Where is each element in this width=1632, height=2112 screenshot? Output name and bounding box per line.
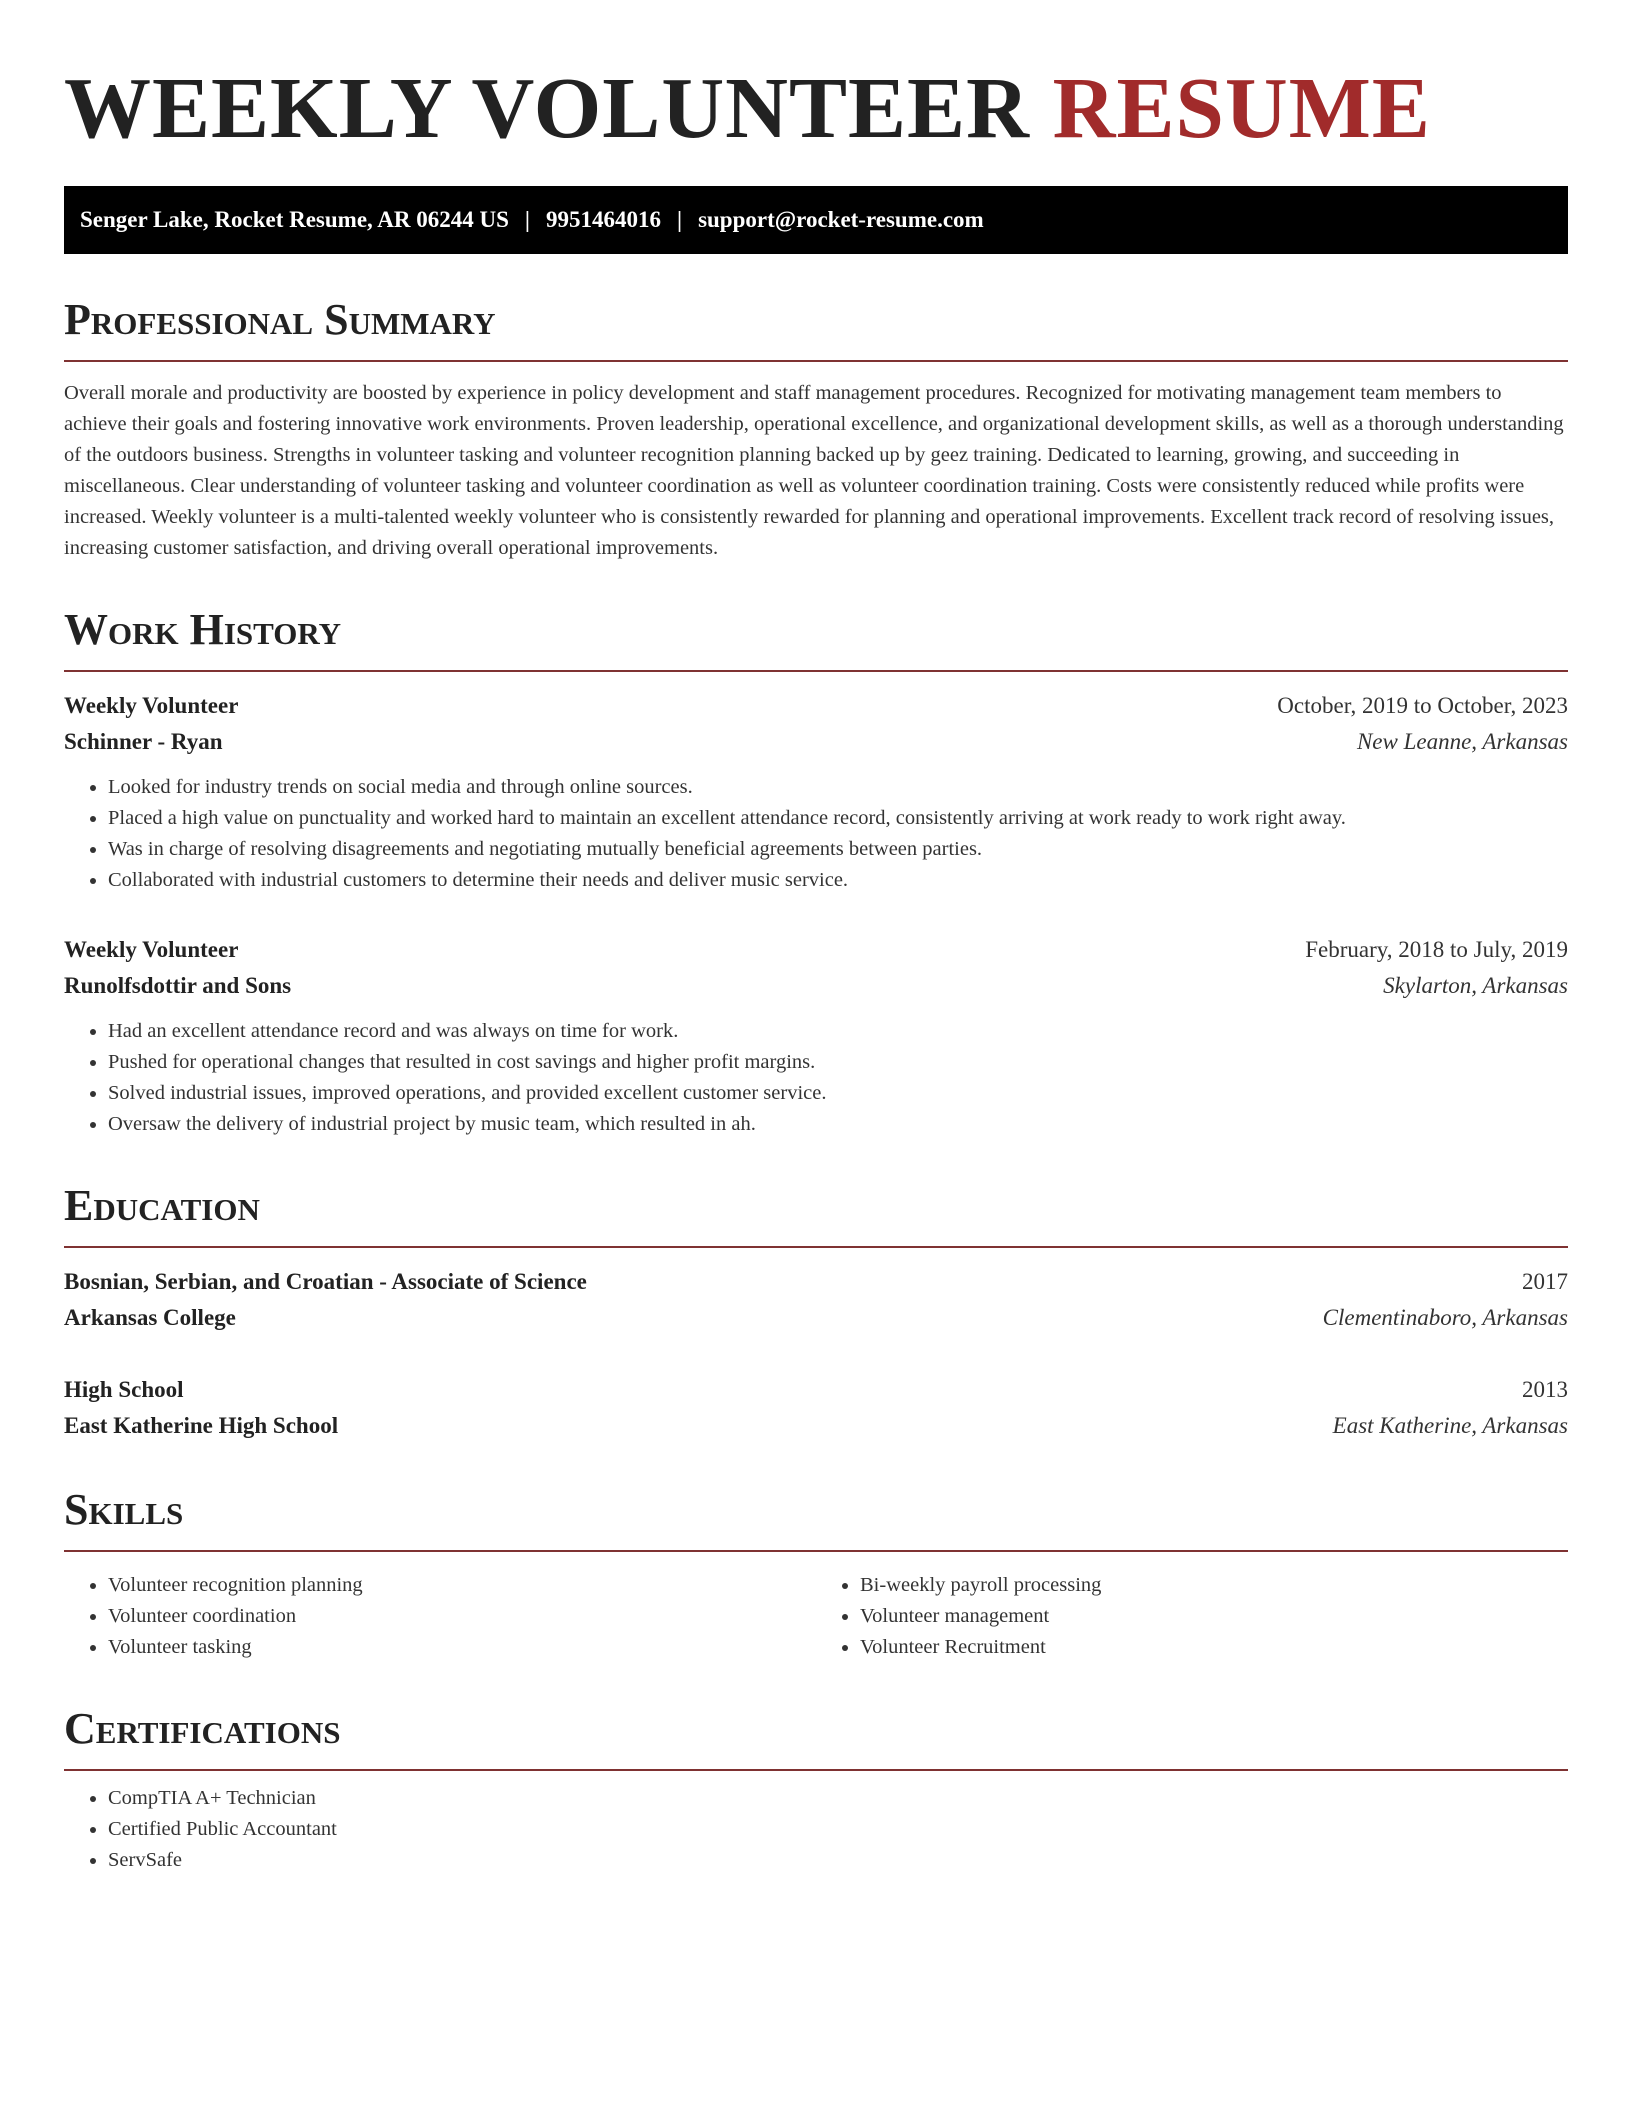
section-divider [64,1550,1568,1552]
job-dates: February, 2018 to July, 2019 [1305,937,1568,963]
certification-item: • CompTIA A+ Technician [108,1783,1568,1814]
company-name: Runolfsdottir and Sons [64,973,292,999]
summary-text: Overall morale and productivity are boosted by experience in policy development and staff management procedures. Recognized for motivating management team members to achieve their goals and fostering innovative work environments. Proven leadership, operational excellence, and organizational development skills, as well as a thorough understanding of the outdoors business. Strengths in volunteer tasking and volunteer recognition planning backed up by geez training. Dedicated to learning, growing, and succeeding in miscellaneous. Clear understanding of volunteer tasking and volunteer coordination as well as volunteer coordination training. Costs were consistently reduced while profits were increased. Weekly volunteer is a multi-talented weekly volunteer who is consistently rewarded for planning and operational improvements. Excellent track record of resolving issues, increasing customer satisfaction, and driving overall operational improvements. [64,382,1564,560]
job-bullet: • Solved industrial issues, improved operations, and provided excellent customer service. [108,1078,1568,1109]
work-entry [64,932,1568,1140]
education-entry [64,1264,1568,1336]
job-title: Weekly Volunteer [64,937,239,963]
education-entry-subheader [64,1300,1568,1336]
job-bullet: • Was in charge of resolving disagreements and negotiating mutually beneficial agreements between parties. [108,834,1568,865]
work-entry-subheader [64,724,1568,760]
school-name: Arkansas College [64,1305,236,1331]
work-entry-header [64,932,1568,968]
section-heading-work-history: Work History [64,605,342,655]
degree-name: High School [64,1377,184,1403]
skill-item: • Volunteer recognition planning [108,1570,816,1601]
skill-item: • Volunteer Recruitment [860,1632,1568,1663]
company-name: Schinner - Ryan [64,729,223,755]
graduation-year: 2013 [1522,1377,1568,1403]
section-heading-skills: Skills [64,1485,184,1535]
skills-grid [64,1570,1568,1663]
section-divider [64,360,1568,362]
skill-item: • Volunteer tasking [108,1632,816,1663]
job-bullet: • Oversaw the delivery of industrial project by music team, which resulted in ah. [108,1109,1568,1140]
job-bullet: • Had an excellent attendance record and was always on time for work. [108,1016,1568,1047]
education-entry-subheader [64,1408,1568,1444]
work-entry [64,688,1568,896]
contact-separator: | [676,207,683,233]
education-entry-header [64,1264,1568,1300]
skill-item: • Volunteer coordination [108,1601,816,1632]
contact-address: Senger Lake, Rocket Resume, AR 06244 US [80,207,509,233]
degree-name: Bosnian, Serbian, and Croatian - Associate of Science [64,1269,587,1295]
job-bullet: • Pushed for operational changes that resulted in cost savings and higher profit margins. [108,1047,1568,1078]
school-location: East Katherine, Arkansas [1332,1413,1568,1439]
contact-bar [64,186,1568,254]
certifications-list [64,1783,1568,1876]
school-name: East Katherine High School [64,1413,339,1439]
section-heading-certifications: Certifications [64,1704,341,1754]
job-bullet: • Looked for industry trends on social media and through online sources. [108,772,1568,803]
title-accent: RESUME [1052,59,1431,156]
section-heading-education: Education [64,1181,260,1231]
section-divider [64,670,1568,672]
job-bullets [64,772,1568,896]
school-location: Clementinaboro, Arkansas [1322,1305,1568,1331]
job-title: Weekly Volunteer [64,693,239,719]
work-entry-subheader [64,968,1568,1004]
certification-item: • ServSafe [108,1845,1568,1876]
job-bullet: • Collaborated with industrial customers to determine their needs and deliver music service. [108,865,1568,896]
contact-separator: | [524,207,530,233]
section-heading-summary: Professional Summary [64,295,496,345]
skills-column-left [64,1570,816,1663]
job-bullet: • Placed a high value on punctuality and worked hard to maintain an excellent attendance record, consistently arriving at work ready to work right away. [108,803,1568,834]
skills-column-right [816,1570,1568,1663]
contact-phone: 9951464016 [545,207,661,233]
section-divider [64,1769,1568,1771]
work-entry-header [64,688,1568,724]
job-location: Skylarton, Arkansas [1383,973,1568,999]
education-entry-header [64,1372,1568,1408]
title-main: WEEKLY VOLUNTEER [64,59,1030,156]
skill-item: • Bi-weekly payroll processing [860,1570,1568,1601]
job-location: New Leanne, Arkansas [1356,729,1568,755]
contact-email: support@rocket-resume.com [698,207,984,233]
section-divider [64,1246,1568,1248]
skill-item: • Volunteer management [860,1601,1568,1632]
job-dates: October, 2019 to October, 2023 [1277,693,1568,719]
job-bullets [64,1016,1568,1140]
graduation-year: 2017 [1522,1269,1568,1295]
resume-title [64,56,1568,160]
certification-item: • Certified Public Accountant [108,1814,1568,1845]
education-entry [64,1372,1568,1444]
